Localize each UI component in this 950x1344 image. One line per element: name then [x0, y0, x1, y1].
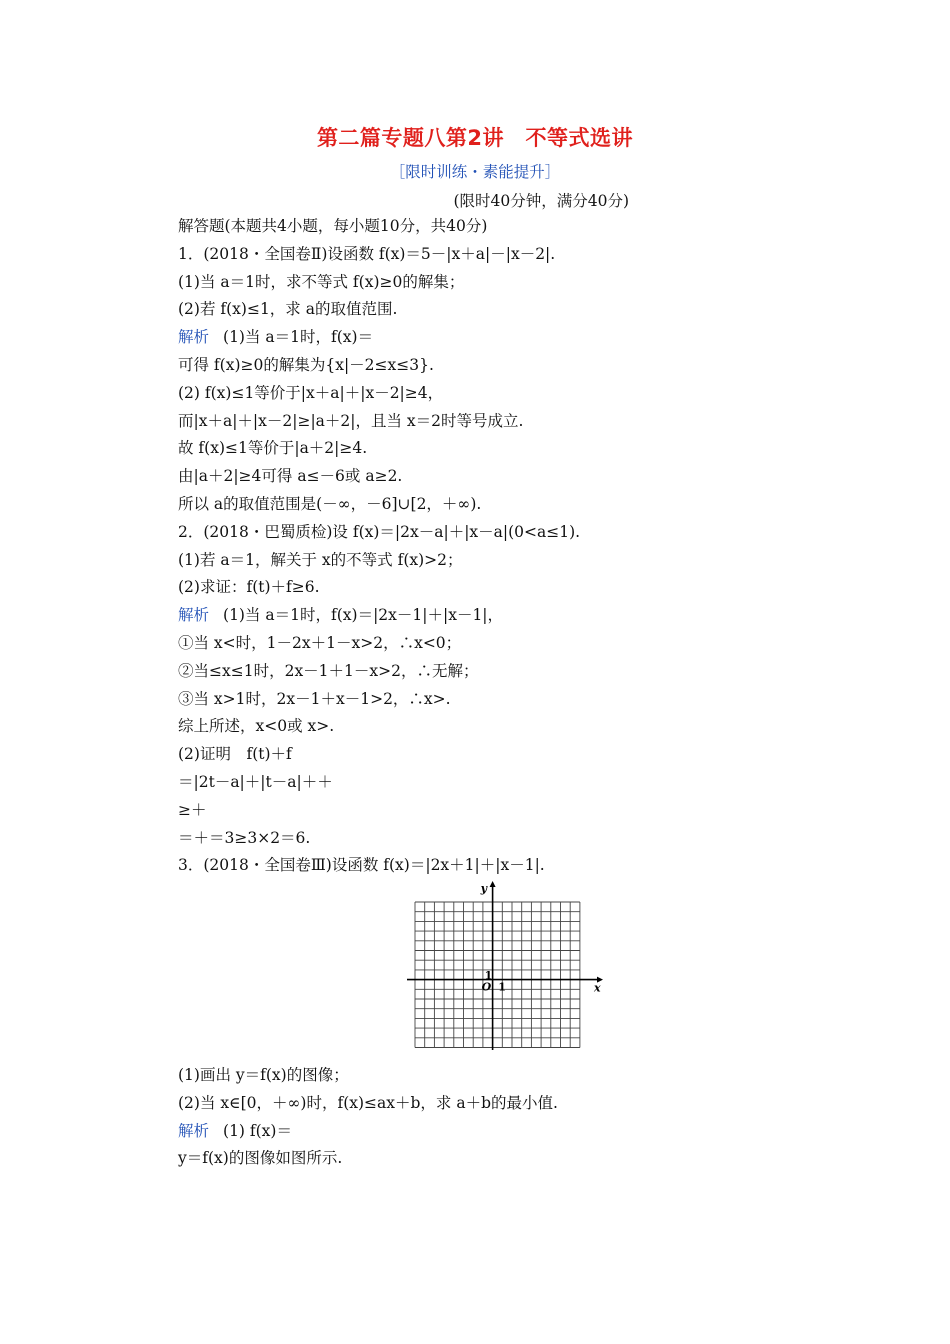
line-text: ①当 x<时，1－2x＋1－x>2，∴x<0； [178, 634, 462, 652]
text-line [178, 855, 545, 875]
text-line [178, 411, 523, 431]
text-line [178, 244, 555, 264]
text-line [178, 689, 451, 709]
line-text: 3．(2018・全国卷Ⅲ)设函数 f(x)＝|2x＋1|＋|x－1|. [178, 856, 545, 875]
y-axis-label: y [480, 882, 488, 895]
text-line [178, 299, 397, 319]
line-text: (1) f(x)＝ [223, 1121, 292, 1140]
text-line [178, 355, 434, 375]
text-line [178, 216, 487, 236]
line-text: (2)证明 f(t)＋f [178, 745, 292, 764]
text-line [178, 716, 334, 736]
line-text: ＝|2t－a|＋|t－a|＋＋ [178, 773, 333, 791]
text-line [178, 605, 503, 625]
line-text: 解答题(本题共4小题，每小题10分，共40分) [178, 217, 488, 235]
text-line [178, 1121, 292, 1141]
text-line [178, 1148, 342, 1168]
text-line [178, 383, 443, 403]
text-line [178, 327, 373, 347]
analysis-label: 解析 [178, 606, 210, 625]
line-text: (2)若 f(x)≤1，求 a的取值范围. [178, 300, 398, 319]
line-text: ③当 x>1时，2x－1＋x－1>2，∴x>. [178, 689, 451, 708]
practice-subtitle: ［限时训练・素能提升］ [389, 163, 561, 181]
text-line [178, 466, 402, 486]
x-unit-label: 1 [498, 980, 506, 994]
line-text: 1．(2018・全国卷Ⅱ)设函数 f(x)＝5－|x＋a|－|x－2|. [178, 244, 556, 263]
line-text: 2．(2018・巴蜀质检)设 f(x)＝|2x－a|＋|x－a|(0<a≤1). [178, 522, 581, 541]
line-text: (1)画出 y＝f(x)的图像； [178, 1066, 349, 1084]
time-limit-text: (限时40分钟，满分40分) [453, 192, 629, 210]
line-text: (1)当 a＝1时，f(x)＝|2x－1|＋|x－1|， [223, 606, 504, 625]
line-text: (2)求证：f(t)＋f≥6. [178, 578, 320, 597]
line-text: (2)当 x∈[0，＋∞)时，f(x)≤ax＋b，求 a＋b的最小值. [178, 1093, 558, 1112]
text-line [178, 828, 310, 848]
text-line [178, 661, 479, 681]
line-text: (1)若 a＝1，解关于 x的不等式 f(x)>2； [178, 550, 463, 569]
line-text: ＝＋＝3≥3×2＝6. [178, 828, 311, 847]
text-line [178, 1093, 558, 1113]
page-title: 第二篇专题八第2讲 不等式选讲 [316, 126, 634, 150]
analysis-label: 解析 [178, 328, 210, 347]
line-text: (2) f(x)≤1等价于|x＋a|＋|x－2|≥4， [178, 383, 444, 402]
y-unit-label: 1 [484, 968, 493, 982]
x-axis-label: x [594, 981, 601, 995]
analysis-label: 解析 [178, 1121, 210, 1140]
time-limit-note [0, 189, 932, 211]
line-text: y＝f(x)的图像如图所示. [178, 1149, 343, 1168]
text-line [178, 633, 461, 653]
grid-svg [405, 880, 605, 1052]
origin-label: O [481, 980, 492, 994]
line-text: (1)当 a＝1时，f(x)＝ [223, 328, 374, 347]
text-line [178, 522, 580, 542]
text-line [178, 272, 464, 292]
line-text: 由|a＋2|≥4可得 a≤－6或 a≥2. [178, 467, 403, 486]
text-line [178, 438, 367, 458]
text-line [178, 550, 463, 570]
line-text: 综上所述，x<0或 x>. [178, 717, 335, 736]
line-text: 故 f(x)≤1等价于|a＋2|≥4. [178, 439, 368, 458]
line-text: 而|x＋a|＋|x－2|≥|a＋2|，且当 x＝2时等号成立. [178, 411, 524, 430]
text-line [178, 577, 320, 597]
line-text: (1)当 a＝1时，求不等式 f(x)≥0的解集； [178, 272, 465, 291]
line-text: ≥＋ [178, 800, 207, 819]
coordinate-grid-figure [405, 880, 605, 1052]
y-axis-arrow-icon [490, 881, 496, 887]
text-line [178, 1065, 349, 1085]
line-text: 可得 f(x)≥0的解集为{x|－2≤x≤3}. [178, 356, 434, 374]
text-line [178, 494, 481, 514]
line-text: ②当≤x≤1时，2x－1＋1－x>2，∴无解； [178, 661, 479, 680]
text-line [178, 744, 292, 764]
text-line [178, 800, 207, 820]
text-line [178, 772, 333, 792]
line-text: 所以 a的取值范围是(－∞，－6]∪[2，＋∞). [178, 495, 482, 513]
